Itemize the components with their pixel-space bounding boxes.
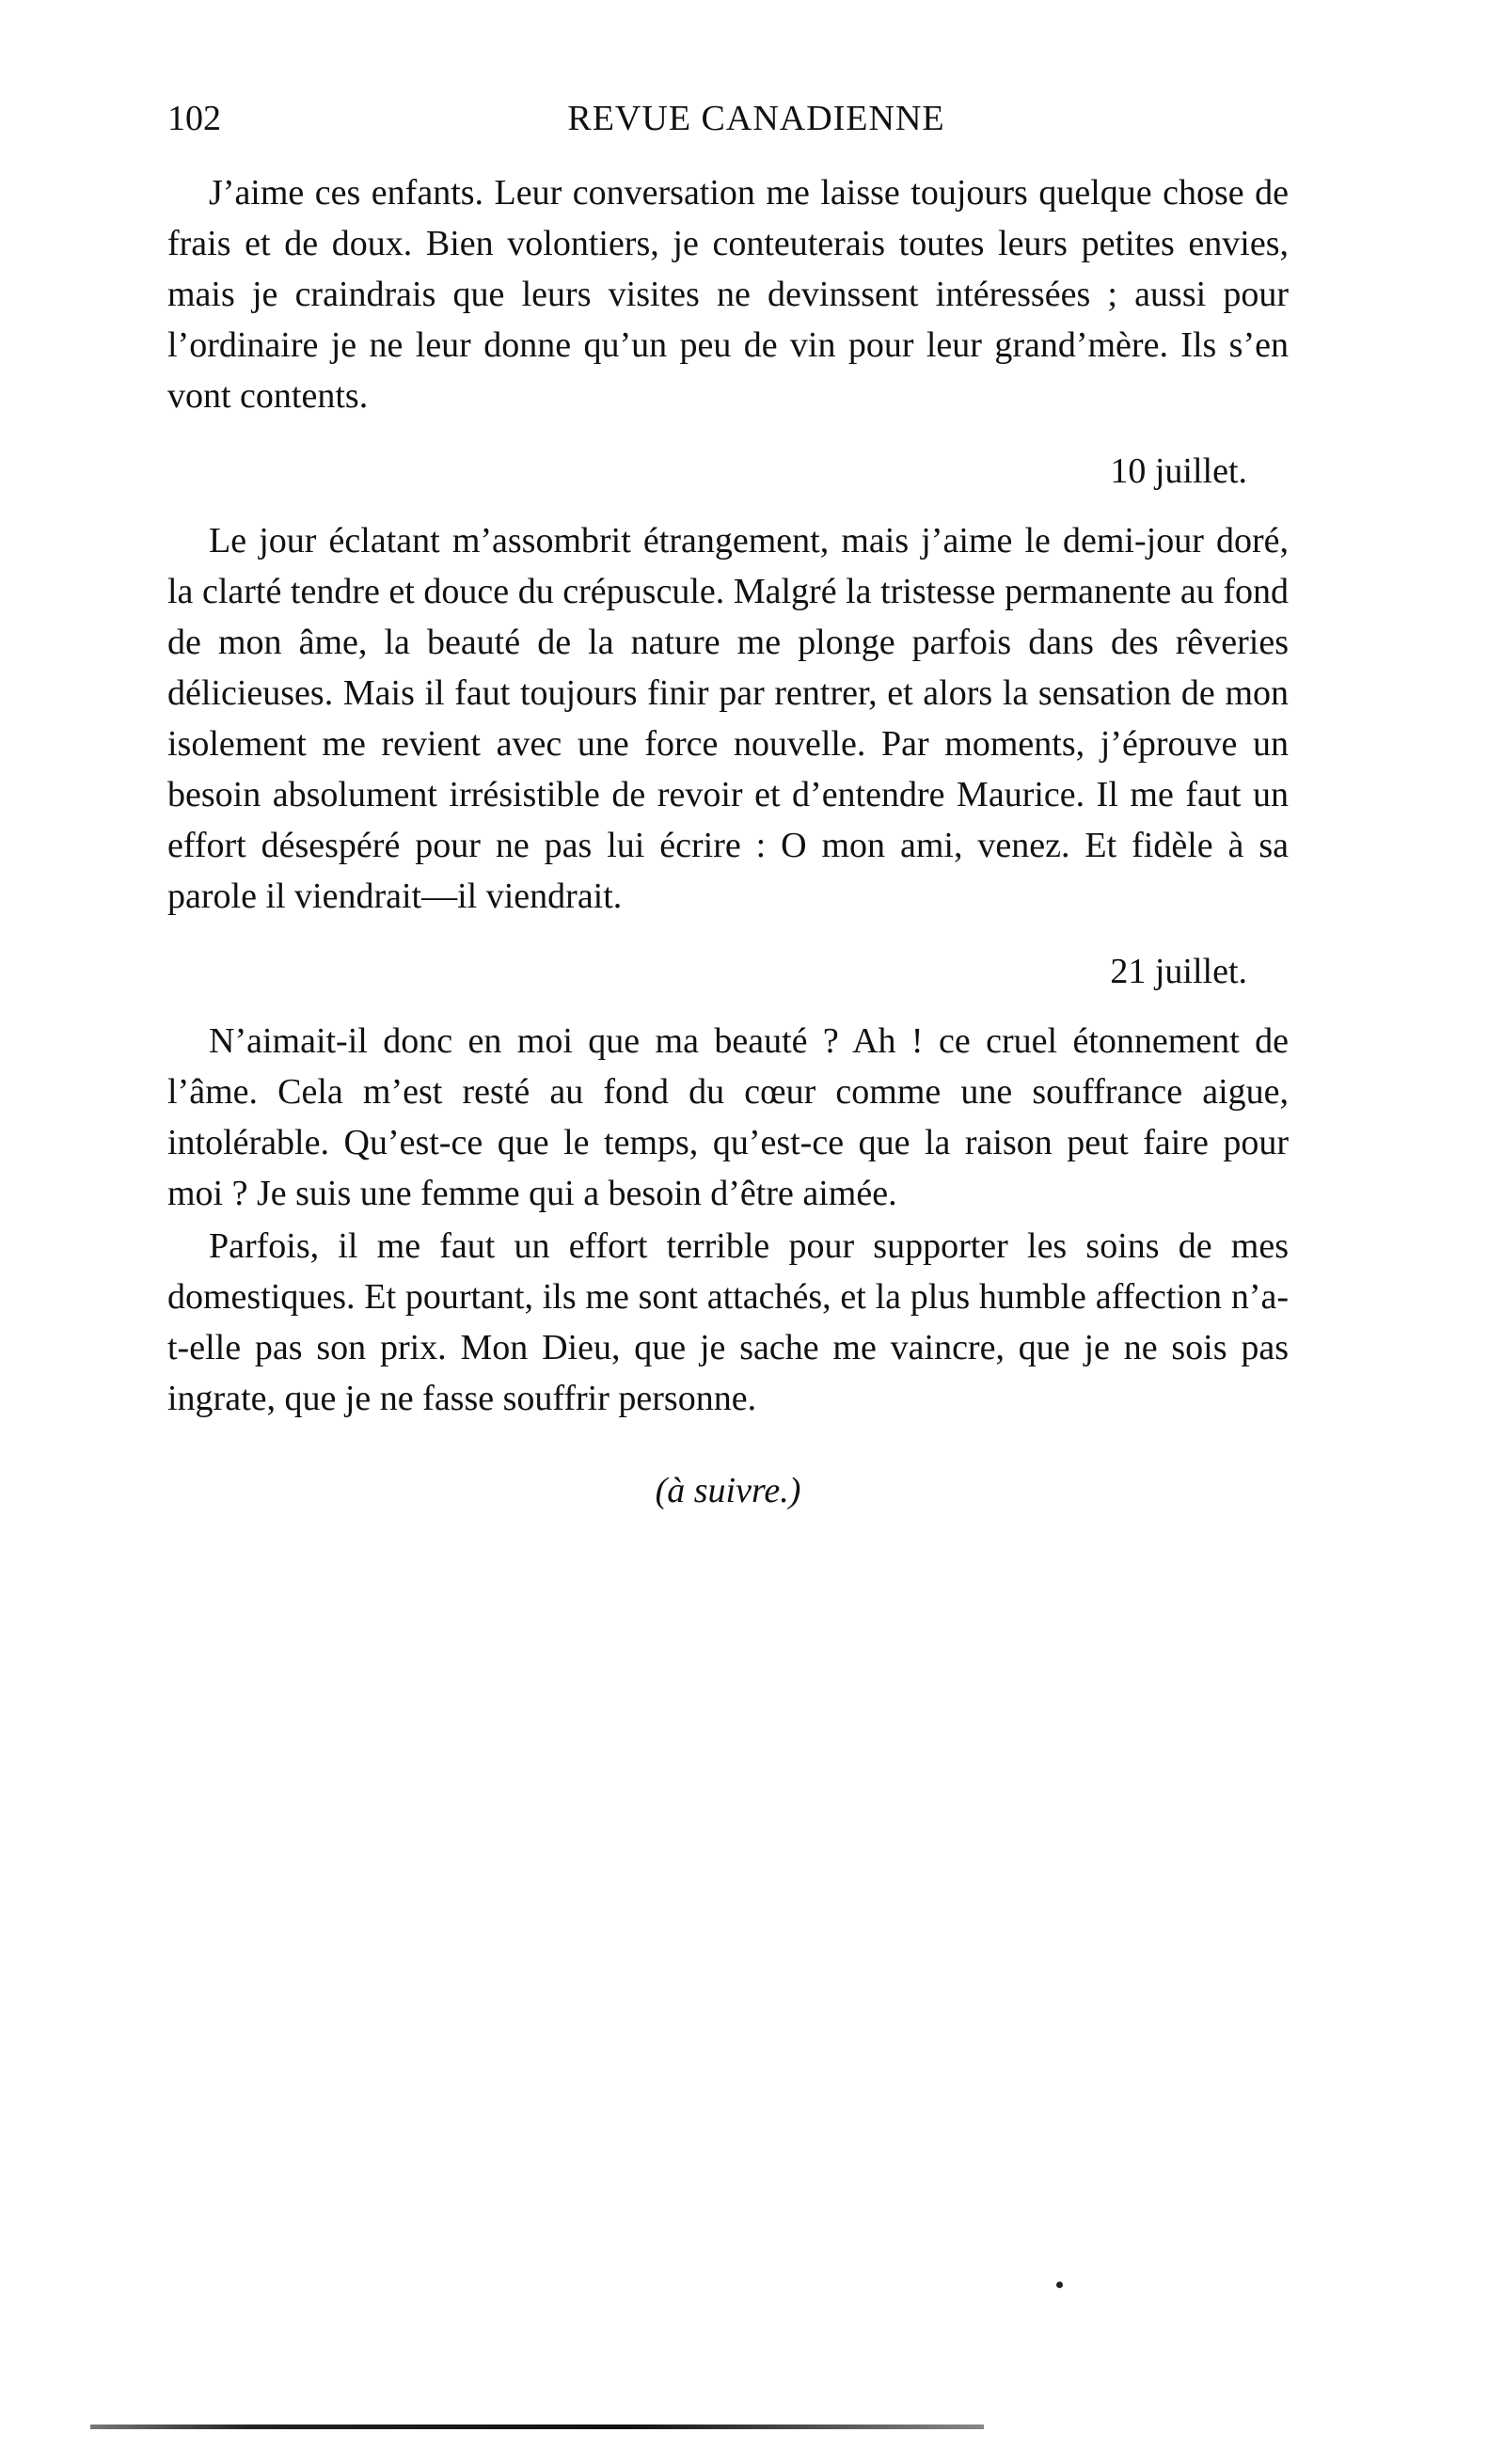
ink-speck	[1056, 2282, 1063, 2288]
body-text	[167, 167, 1289, 1516]
page-header	[167, 90, 1289, 147]
page-number: 102	[167, 99, 221, 138]
paragraph-twilight: Le jour éclatant m’assombrit étrangement, mais j’aime le demi-jour doré, la clarté tendre et douce du crépuscule. Malgré la tristesse permanente au fond de mon âme, la beauté de la nature me plonge parfois dans des rêveries délicieuses. Mais il faut toujours finir par rentrer, et alors la sensation de mon isolement me revient avec une force nouvelle. Par moments, j’éprouve un besoin absolument irrésistible de revoir et d’entendre Maurice. Il me faut un effort désespéré pour ne pas lui écrire : O mon ami, venez. Et fidèle à sa parole il viendrait—il viendrait.	[167, 521, 1289, 916]
to-be-continued: (à suivre.)	[655, 1471, 801, 1510]
bottom-rule	[90, 2425, 984, 2429]
paragraph-beauty: N’aimait-il donc en moi que ma beauté ? Ah ! ce cruel étonnement de l’âme. Cela m’est resté au fond du cœur comme une souffrance aigue, intolérable. Qu’est-ce que le temps, qu’est-ce que la raison peut faire pour moi ? Je suis une femme qui a besoin d’être aimée.	[167, 1021, 1289, 1213]
paragraph-children-visits: J’aime ces enfants. Leur conversation me laisse toujours quelque chose de frais et de doux. Bien volontiers, je conteuterais toutes leurs petites envies, mais je craindrais que leurs visites ne devinssent intéressées ; aussi pour l’ordinaire je ne leur donne qu’un peu de vin pour leur grand’mère. Ils s’en vont contents.	[167, 173, 1289, 416]
running-title: REVUE CANADIENNE	[567, 99, 945, 138]
date-heading-july-10: 10 juillet.	[1110, 451, 1247, 491]
paragraph-servants: Parfois, il me faut un effort terrible pour supporter les soins de mes domestiques. Et pourtant, ils me sont attachés, et la plus humble affection n’a-t-elle pas son prix. Mon Dieu, que je sache me vaincre, que je ne sois pas ingrate, que je ne fasse souffrir personne.	[167, 1226, 1289, 1418]
date-heading-july-21: 21 juillet.	[1110, 952, 1247, 991]
